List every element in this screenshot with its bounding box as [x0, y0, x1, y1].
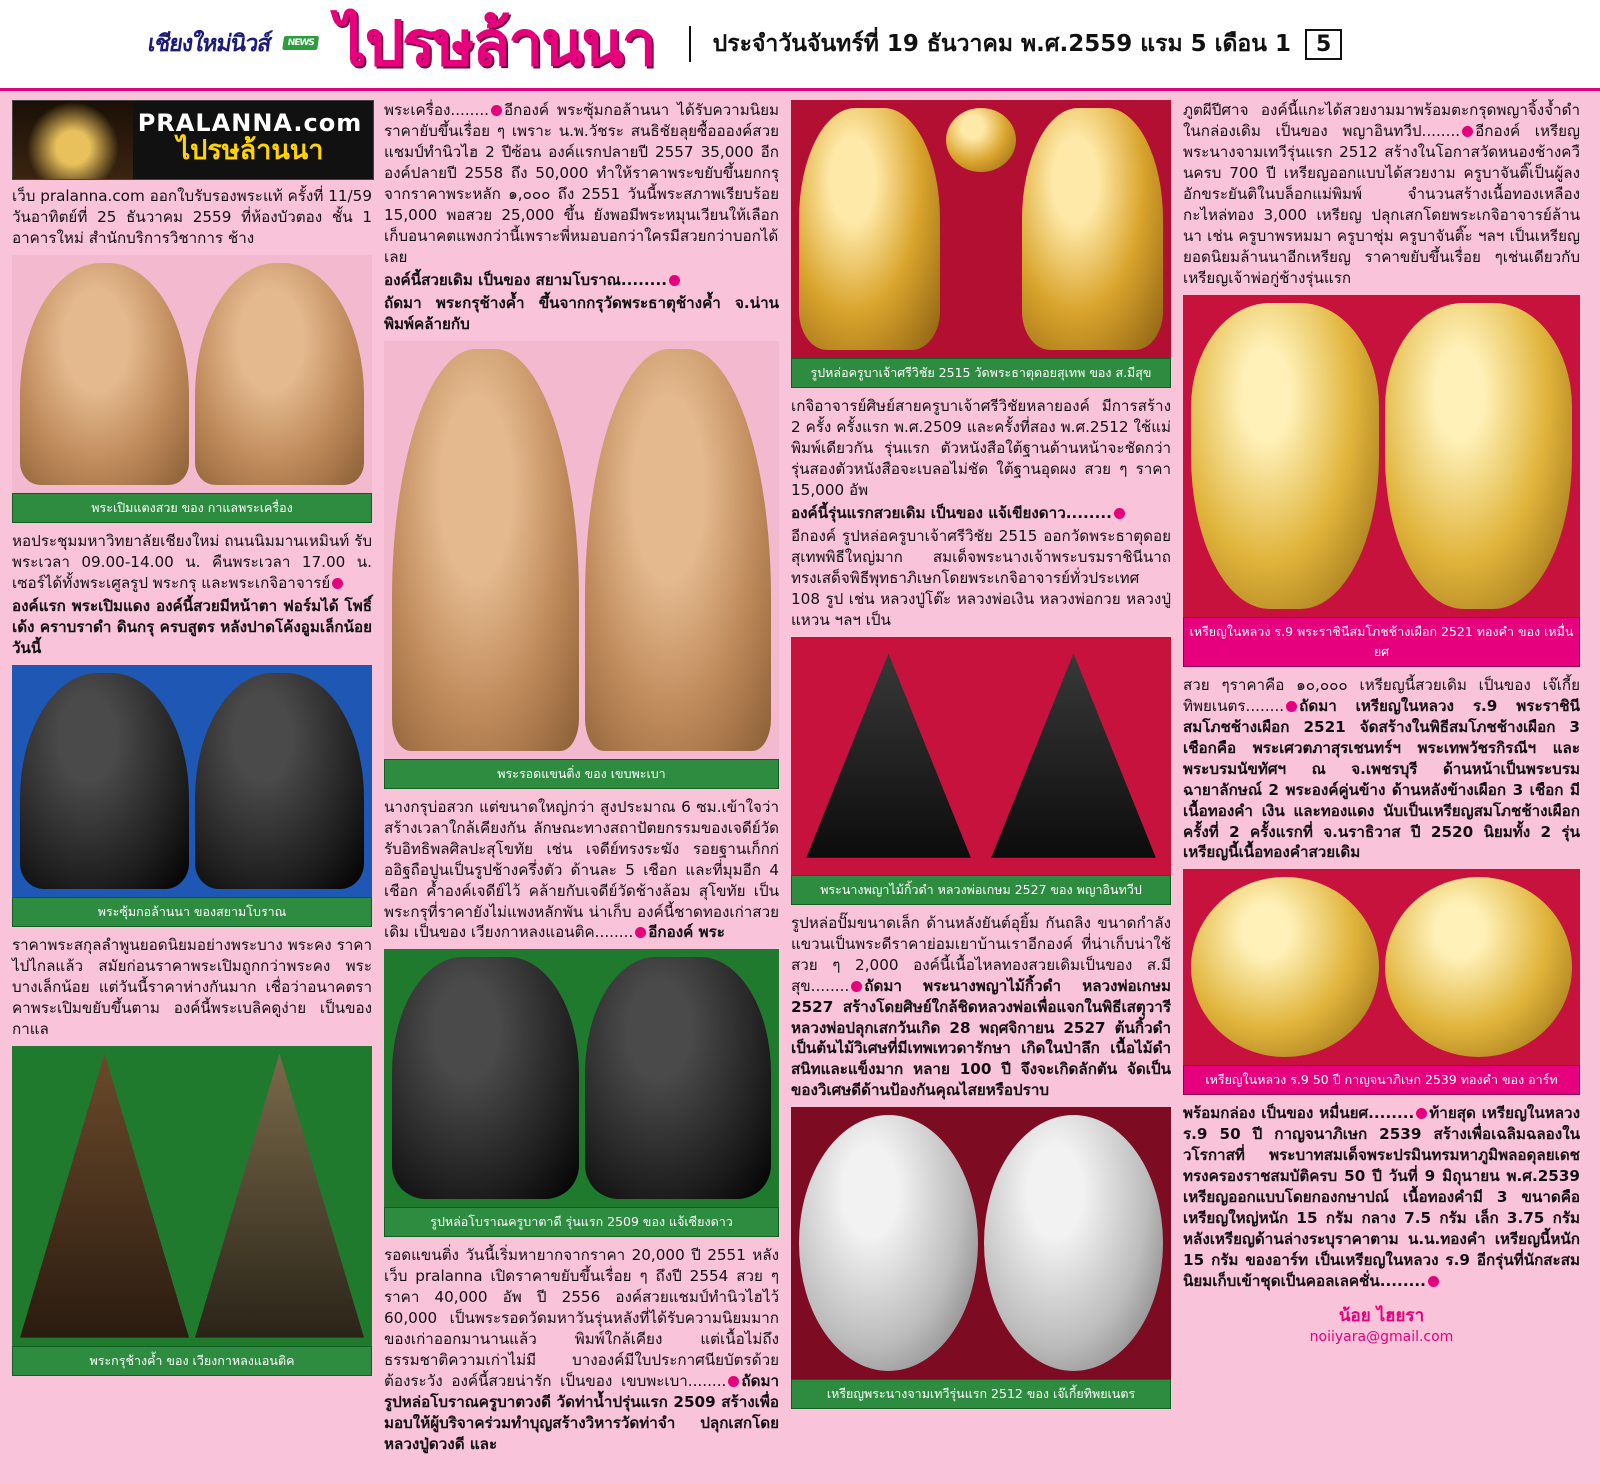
figure-pra-pim-daeng: [12, 255, 372, 523]
amulet-front: [20, 1054, 189, 1338]
banner-line1: PRALANNA.com: [137, 109, 363, 137]
pralanna-banner-ad[interactable]: [12, 100, 374, 180]
coin-back: [1385, 303, 1573, 609]
bullet-dot-icon: [1286, 701, 1297, 712]
amulet-back: [195, 1054, 364, 1338]
coin-back: [1385, 877, 1573, 1057]
page-title: ไปรษล้านนา: [335, 7, 655, 80]
col4-para1: [1183, 100, 1580, 289]
col4-para2: [1183, 675, 1580, 864]
caption-pra-kru-chang-kam: พระกรุช้างค้ำ ของ เวียงกาหลงแอนติค: [12, 1346, 372, 1376]
bullet-dot-icon: [491, 105, 502, 116]
paper-logo: [145, 26, 320, 62]
bullet-dot-icon: [669, 275, 680, 286]
author-signature: [1183, 1302, 1580, 1345]
banner-line2: ไปรษล้านนา: [176, 135, 324, 166]
col1-para2-text: หอประชุมมหาวิทยาลัยเชียงใหม่ ถนนนิมมานเหมินท์ รับพระเวลา 09.00-14.00 น. คืนพระเวลา 17.00 น. เซอร์ได้ทั้งพระเศูลรูป พระกรุ และพระเกจิอาจารย์: [12, 531, 372, 592]
photo-kruba-srivichai-2515: [791, 100, 1171, 358]
issue-date-text: ประจำวันจันทร์ที่ 19 ธันวาคม พ.ศ.2559 แรม 5 เดือน 1: [712, 31, 1291, 57]
photo-nang-phaya-mai-kiew-dam: [791, 637, 1171, 875]
bullet-dot-icon: [1416, 1108, 1427, 1119]
col4-para3: [1183, 1103, 1580, 1292]
photo-pra-kru-chang-kam: [12, 1046, 372, 1346]
issue-date-line: [689, 26, 1343, 62]
col4-para3b: ท้ายสุด เหรียญในหลวง ร.9 50 ปี กาญจนาภิเษก 2539 สร้างเพื่อเฉลิมฉลองในวโรกาสที่ พระบาทสมเด็จพระปรมินทรมหาภูมิพลอดุลยเดชทรงครองราชสมบัติครบ 50 ปี วันที่ 9 มิถุนายน พ.ศ.2539 เหรียญออกแบบโดยกองกษาปณ์ เนื้อทองคำมี 3 ขนาดคือ เหรียญใหญ่หนัก 15 กรัม กลาง 7.5 กรัม เล็ก 3.75 กรัม หลังเหรียญด้านล่างระบุราคาตาม น.น.ทองคำ เหรียญนี้หนัก 15 กรัม ของอาร์ท เป็นเหรียญในหลวง ร.9 อีกรุ่นที่นักสะสมนิยมเก็บเข้าชุดเป็นคอลเลคชั่น........: [1183, 1104, 1580, 1291]
coin-front: [799, 1115, 978, 1371]
coin-back: [984, 1115, 1163, 1371]
amulet-back: [195, 673, 364, 889]
bullet-dot-icon: [635, 927, 646, 938]
figure-roop-lor-kruba-tuangdee: [384, 949, 779, 1237]
caption-rian-nang-chamthewi-2512: เหรียญพระนางจามเทวีรุ่นแรก 2512 ของ เจ๊เกี้ยทิพยเนตร: [791, 1379, 1171, 1409]
col3-para2-text: รูปหล่อปั๊มขนาดเล็ก ด้านหลังยันต์อุยิ้ม กันถลิง ขนาดกำลังแขวนเป็นพระดีราคาย่อมเยาบ้านเราอีกองค์ ที่น่าเก็บน่าใช้ สวย ๆ 2,000 องค์นี้เนื้อไหลทองสวยเดิมเป็นของ ส.มีสุข........: [791, 913, 1171, 995]
photo-pra-rod-khaen-ting: [384, 341, 779, 759]
bullet-dot-icon: [1462, 126, 1473, 137]
caption-kruba-srivichai-2515: รูปหล่อครูบาเจ้าศรีวิชัย 2515 วัดพระธาตุดอยสุเทพ ของ ส.มีสุข: [791, 358, 1171, 388]
amulet-back: [984, 645, 1163, 867]
col2-para1c-text: องค์นี้สวยเดิม เป็นของ สยามโบราณ........: [384, 270, 667, 289]
bullet-dot-icon: [851, 981, 862, 992]
photo-rian-somphot-chang-phueak-2521: [1183, 295, 1580, 617]
coin-front: [1191, 877, 1379, 1057]
photo-pra-pim-daeng: [12, 255, 372, 493]
amulet-front: [20, 263, 189, 485]
coin-front: [1191, 303, 1379, 609]
amulet-front: [392, 349, 579, 751]
bullet-dot-icon: [1428, 1276, 1439, 1287]
column-4: [1183, 100, 1580, 1478]
col3-para1: เกจิอาจารย์ศิษย์สายครูบาเจ้าศรีวิชัยหลายองค์ มีการสร้าง 2 ครั้ง ครั้งแรก พ.ศ.2509 และครั้งที่สอง พ.ศ.2512 ใช้แม่พิมพ์เดียวกัน รุ่นแรก ตัวหนังสือใต้ฐานด้านหน้าจะชัดกว่า รุ่นสองตัวหนังสือจะเบลอไม่ชัด ใต้ฐานอุดผง สวย ๆ ราคา 15,000 อัพ: [791, 397, 1171, 499]
amulet-front: [20, 673, 189, 889]
col2-para1-lead: พระเครื่อง........: [384, 101, 489, 119]
bullet-dot-icon: [332, 578, 343, 589]
col4-para1b: อีกองค์ เหรียญพระนางจามเทวีรุ่นแรก 2512 สร้างในโอกาสวัดหนองช้างควืนครบ 700 ปี เหรียญออกแบบได้สวยงาม ครูบาจันติ๊เป็นผู้ลงอักขระยันติในบล็อกแม่พิมพ์ จำนวนสร้างเนื้อทองเหลืองกะไหล่ทอง 3,000 เหรียญ ปลุกเสกโดยพระเกจิอาจารย์ล้านนา เช่น ครูบาพรหมมา ครูบาชุ่ม ครูบาจันติ๊ะ ฯลฯ เป็นเหรียญยอดนิยมล้านนาอีกเหรียญ ราคาขยับขึ้นเรื่อย ๆเช่นเดียวกับเหรียญเจ้าพ่อกู่ช้างรุ่นแรก: [1183, 121, 1580, 287]
col4-para2-text: สวย ๆราคาคือ ๑๐,๐๐๐ เหรียญนี้สวยเดิม เป็นของ เจ๊เกี้ยทิพยเนตร........: [1183, 675, 1580, 715]
author-email[interactable]: noiiyara@gmail.com: [1309, 1329, 1454, 1346]
caption-pra-rod-khaen-ting: พระรอดแขนติ่ง ของ เขบพะเบา: [384, 759, 779, 789]
col2-para1: [384, 100, 779, 268]
amulet-back: [585, 349, 772, 751]
photo-roop-lor-kruba-tuangdee: [384, 949, 779, 1207]
bullet-dot-icon: [728, 1376, 739, 1387]
photo-rian-50-pi-kanchanaphisek-2539: [1183, 869, 1580, 1065]
col2-para1-text: อีกองค์ พระซุ้มกอล้านนา ได้รับความนิยมราคายับขึ้นเรื่อย ๆ เพราะ น.พ.วัชระ สนธิชัยลุยซื้ออองค์สวยแชมป์ทำนิวไฮ 2 ปีซ้อน องค์แรกปลายปี 2557 35,000 อีกองค์ปลายปี 2558 ถึง 50,000 ทำให้ราคาพระขยับขึ้นยกกรุจากราคาพระหลัก ๑,๐๐๐ ถึง 2551 วันนี้พระสภาพเรียบร้อย 15,000 พอสวย 25,000 ขึ้น ยังพอมีพระหมุนเวียนให้เลือกเก็บอนาคตแพงกว่านี้เพราะพี่หมอบอกว่าใครมีสวยกว่าบอกได้เลย: [384, 101, 779, 266]
col2-para3: [384, 1245, 779, 1455]
col2-para1d: ถัดมา พระกรุช้างค้ำ ขึ้นจากกรุวัดพระธาตุช้างค้ำ จ.น่าน พิมพ์คล้ายกับ: [384, 293, 779, 333]
banner-buddha-image: [13, 101, 133, 179]
statue-back: [585, 957, 772, 1199]
col4-para2b: ถัดมา เหรียญในหลวง ร.9 พระราชินีสมโภชช้างเผือก 2521 จัดสร้างในพิธีสมโภชช้างเผือก 3 เชือกคือ พระเศวตภาสุรเชนทร์ฯ พระเทพวัชรกิรณีฯ และพระบรมนัขทัศฯ ณ จ.เพชรบุรี ด้านหน้าเป็นพระบรมฉายาลักษณ์ 2 พระองค์คู่นข้าง ด้านหลังข้างเผือก 3 เชือก มี เนื้อทองคำ เงิน และทองแดง นับเป็นเหรียญสมโภชช้างเผือกครั้งที่ 2 ครั้งแรกที่ จ.นราธิวาส ปี 2520 นิยมทั้ง 2 รุ่น เหรียญนี้เนื้อทองคำสวยเดิม: [1183, 696, 1580, 862]
col1-para3: ราคาพระสกุลลำพูนยอดนิยมอย่างพระบาง พระคง ราคาไปไกลแล้ว สมัยก่อนราคาพระเปิมถูกกว่าพระคง พระบางเล็กน้อย แต่วันนี้ราคาห่างกันมาก เชื่อว่าอนาคตราคาพระเปิมขยับขึ้นตาม องค์นี้พระเบลิคดูง่าย เป็นของ กาแล: [12, 935, 372, 1038]
col2-para2-text: นางกรุบ่อสวก แต่ขนาดใหญ่กว่า สูงประมาณ 6 ซม.เข้าใจว่าสร้างเวลาใกล้เคียงกัน ลักษณะทางสถาปัตยกรรมของเจดีย์วัดรับอิทธิพลศิลปะสุโขทัย เช่น เจดีย์ทรงระฆัง รอยฐานเก็กก่ออิฐถือปูนเป็นรูปช้างครึ่งตัว ด้านละ 5 เชือก และที่มุมอีก 4 เชือก ค้ำองค์เจดีย์ไว้ คล้ายกับเจดีย์วัดช้างล้อม สุโขทัย เป็นพระกรุที่ราคายังไม่แพงหลักพัน น่าเก็บ องค์นี้ชาดทองเก่าสวยเดิม เป็นของ เวียงกาหลงแอนติค........: [384, 797, 779, 942]
col2-para3b: ถัดมา รูปหล่อโบราณครูบาตวงดี วัดท่าน้ำปรุ่นแรก 2509 สร้างเพื่อมอบให้ผู้บริจาคร่วมทำบุญสร้างวิหารวัดท่าจำ ปลุกเสกโดยหลวงปู่ดวงดี และ: [384, 1372, 779, 1454]
page-number: 5: [1305, 29, 1342, 60]
col3-para2b: ถัดมา พระนางพญาไม้กิ้วดำ หลวงพ่อเกษม 2527 สร้างโดยศิษย์ใกล้ชิดหลวงพ่อเพื่อแจกในพิธีเสตุวารี หลวงพ่อปลุกเสกวันเกิด 28 พฤศจิกายน 2527 ต้นกิ้วดำเป็นต้นไม้วิเศษที่มีเทพเทวดารักษา เกิดในป่าลึก เนื้อไม้ดำสนิทและแข็งมาก หลาย 100 ปี จึงจะเกิดลักตัน จัดเป็นของวิเศษดีด้านป้องกันคุณไสยหรือปราบ: [791, 976, 1171, 1100]
figure-kruba-srivichai-2515: [791, 100, 1171, 388]
figure-rian-somphot-chang-phueak-2521: [1183, 295, 1580, 667]
caption-rian-somphot-chang-phueak-2521: เหรียญในหลวง ร.9 พระราชินีสมโภชช้างเผือก 2521 ทองคำ ของ เหมื่นยศ: [1183, 617, 1580, 667]
col2-para1c: [384, 270, 779, 291]
caption-rian-50-pi-kanchanaphisek-2539: เหรียญในหลวง ร.9 50 ปี กาญจนาภิเษก 2539 ทองคำ ของ อาร์ท: [1183, 1065, 1580, 1095]
amulet-front: [799, 645, 978, 867]
figure-rian-nang-chamthewi-2512: [791, 1107, 1171, 1409]
masthead: [0, 0, 1600, 91]
amulet-back: [195, 263, 364, 485]
bullet-dot-icon: [1114, 508, 1125, 519]
statue-front: [799, 108, 940, 350]
col3-para1c: อีกองค์ รูปหล่อครูบาเจ้าศรีวิชัย 2515 ออกวัดพระธาตุดอยสุเทพพิธีใหญ่มาก สมเด็จพระนางเจ้าพระบรมราชินีนาถทรงเสด็จพิธีพุทธาภิเษกโดยพระเกจิอาจารย์ทั่วประเทศ 108 รูป เช่น หลวงปู่โต๊ะ หลวงพ่อเงิน หลวงพ่อกวย หลวงปู่แหวน ฯลฯ เป็น: [791, 526, 1171, 629]
col3-para1b-text: องค์นี้รุ่นแรกสวยเดิม เป็นของ แจ้เขียงดาว........: [791, 503, 1112, 522]
caption-nang-phaya-mai-kiew-dam: พระนางพญาไม้กิ้วดำ หลวงพ่อเกษม 2527 ของ พญาอินทวีป: [791, 875, 1171, 905]
col2-para2b: อีกองค์ พระ: [648, 923, 725, 942]
col2-para3-text: รอดแขนติ่ง วันนี้เริ่มหายากจากราคา 20,000 ปี 2551 หลังเว็บ pralanna เปิดราคาขยับขึ้นเรื่อย ๆ ถึงปี 2554 สวย ๆ ราคา 40,000 อัพ ปี 2556 องค์สวยแชมป์ทำนิวไฮไว้ 60,000 เป็นพระรอดวัดมหาวันรุ่นหลังที่ได้รับความนิยมมาก ของเก่าออกมานานแล้ว พิมพ์ใกล้เคียง แต่เนื้อไม่ถึง ธรรมชาติความเก่าไม่มี บางองค์มีใบประกาศนียบัตรด้วย ต้องระวัง องค์นี้สวยน่ารัก เป็นของ เขบพะเบา........: [384, 1246, 779, 1391]
photo-rian-nang-chamthewi-2512: [791, 1107, 1171, 1379]
col4-para3-text: พร้อมกล่อง เป็นของ หมื่นยศ........: [1183, 1104, 1415, 1123]
figure-pra-rod-khaen-ting: [384, 341, 779, 789]
author-name: น้อย ไฮยรา: [1338, 1306, 1425, 1327]
caption-pra-soom-kor: พระซุ้มกอล้านนา ของสยามโบราณ: [12, 897, 372, 927]
column-1: [12, 100, 372, 1478]
figure-pra-kru-chang-kam: [12, 1046, 372, 1376]
column-2: [384, 100, 779, 1478]
col1-para2: [12, 531, 372, 594]
statue-front: [392, 957, 579, 1199]
col1-para2b: องค์แรก พระเปิมแดง องค์นี้สวยมีหน้าตา ฟอร์มได้ โพธิ์เด้ง คราบราดำ ดินกรุ ครบสูตร หลังปาดโค้งอูมเล็กน้อย วันนี้: [12, 596, 372, 657]
column-3: [791, 100, 1171, 1478]
caption-pra-pim-daeng: พระเปิมแตงสวย ของ กาแลพระเครื่อง: [12, 493, 372, 523]
figure-pra-soom-kor: [12, 665, 372, 927]
statue-base: [946, 108, 1016, 172]
caption-roop-lor-kruba-tuangdee: รูปหล่อโบราณครูบาตาดี รุ่นแรก 2509 ของ แจ้เซียงดาว: [384, 1207, 779, 1237]
col4-para1-text: ภูตผีปีศาจ องค์นี้แกะได้สวยงามมาพร้อมตะกรุดพญาจิ้งจ้ำดำในกล่องเดิม เป็นของ พญาอินทวีป........: [1183, 101, 1580, 140]
col3-para1b: [791, 503, 1171, 524]
col3-para2: [791, 913, 1171, 1102]
paper-badge: NEWS: [283, 36, 319, 50]
article-columns: [0, 92, 1600, 1484]
col2-para2: [384, 797, 779, 944]
photo-pra-soom-kor: [12, 665, 372, 897]
figure-nang-phaya-mai-kiew-dam: [791, 637, 1171, 905]
statue-back: [1022, 108, 1163, 350]
col1-intro: เว็บ pralanna.com ออกใบรับรองพระแท้ ครั้งที่ 11/59 วันอาทิตย์ที่ 25 ธันวาคม 2559 ที่ห้องบัวตอง ชั้น 1 อาคารใหม่ สำนักบริการวิชาการ ช้าง: [12, 187, 372, 247]
figure-rian-50-pi-kanchanaphisek-2539: [1183, 869, 1580, 1095]
paper-logo-text: เชียงใหม่นิวส์: [146, 31, 273, 57]
